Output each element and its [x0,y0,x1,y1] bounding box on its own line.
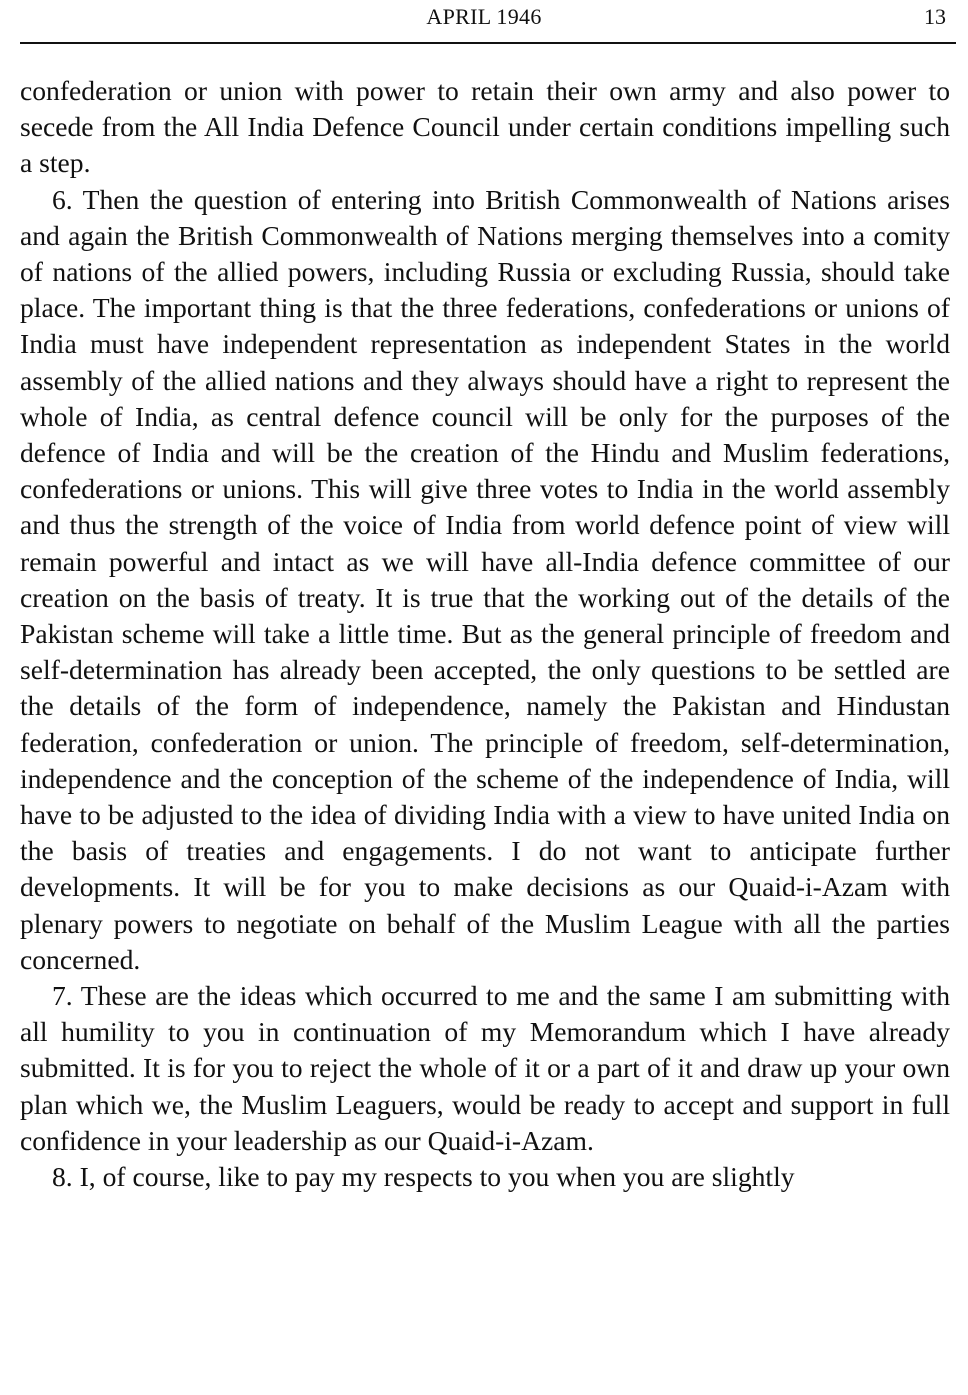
paragraph-7: 7. These are the ideas which occurred to me and the same I am submitting with all humility to you in continuation of my Memorandum which I have already submitted. It is for you to reject the whole of it or a part of it and draw up your own plan which we, the Muslim Leaguers, would be ready to accept and support in full confidence in your leadership as our Quaid-i-Azam. [20,980,950,1156]
header-rule [20,42,956,44]
running-title: APRIL 1946 [426,4,542,29]
paragraph-6: 6. Then the question of entering into British Commonwealth of Nations arises and again the British Commonwealth of Nations merging themselves into a comity of nations of the allied powers, including Russia or excluding Russia, should take place. The important thing is that the three federations, confederations or unions of India must have independent representation as independent States in the world assembly of the allied nations and they always should have a right to represent the whole of India, as central defence council will be only for the purposes of the defence of India and will be the creation of the Hindu and Muslim federations, confederations or unions. This will give three votes to India in the world assembly and thus the strength of the voice of India from world defence point of view will remain powerful and intact as we will have all-India defence committee of our creation on the basis of treaty. It is true that the working out of the details of the Pakistan scheme will take a little time. But as the general principle of freedom and self-determination has already been accepted, the only questions to be settled are the details of the form of independence, namely the Pakistan and Hindustan federation, confederation or union. The principle of freedom, self-determination, independence and the conception of the scheme of the independence of India, will have to be adjusted to the idea of dividing India with a view to have united India on the basis of treaties and engagements. I do not want to anticipate further developments. It will be for you to make decisions as our Quaid-i-Azam with plenary powers to negotiate on behalf of the Muslim League with all the parties concerned. [20,183,950,975]
page-number: 13 [924,4,946,29]
body-text [20,73,950,1195]
running-head [20,2,948,32]
paragraph-8: 8. I, of course, like to pay my respects to you when you are slightly [52,1161,795,1193]
paragraph-continuation: confederation or union with power to retain their own army and also power to secede from the All India Defence Council under certain conditions impelling such a step. [20,75,950,179]
